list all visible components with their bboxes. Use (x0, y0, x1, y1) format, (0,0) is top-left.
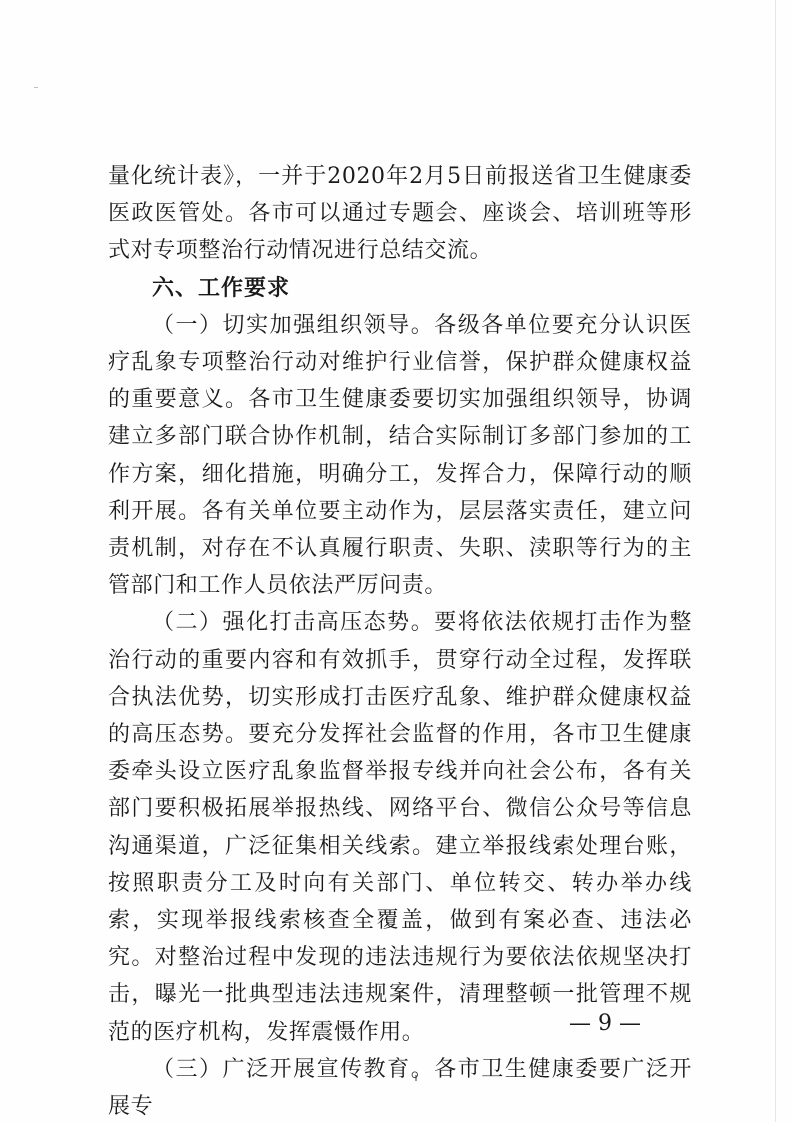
scan-edge-mark (775, 0, 776, 1122)
section-heading: 六、工作要求 (152, 275, 291, 301)
continuation-paragraph: 量化统计表》，一并于2020年2月5日前报送省卫生健康委医政医管处。各市可以通过专题会、座谈会、培训班等形式对专项整治行动情况进行总结交流。 (108, 164, 692, 264)
paragraph-organization: （一）切实加强组织领导。各级各单位要充分认识医疗乱象专项整治行动对维护行业信誉，保护群众健康权益的重要意义。各市卫生健康委要切实加强组织领导，协调建立多部门联合协作机制，结合实际制订多部门参加的工作方案，细化措施，明确分工，发挥合力，保障行动的顺利开展。各有关单位要主动作为，层层落实责任，建立问责机制，对存在不认真履行职责、失职、渎职等行为的主管部门和工作人员依法严厉问责。 (108, 312, 692, 599)
paragraph-publicity: （三）广泛开展宣传教育。各市卫生健康委要广泛开展专 (108, 1056, 692, 1120)
document-body (108, 158, 692, 1122)
paragraph-enforcement: （二）强化打击高压态势。要将依法依规打击作为整治行动的重要内容和有效抓手，贯穿行动全过程，发挥联合执法优势，切实形成打击医疗乱象、维护群众健康权益的高压态势。要充分发挥社会监督的作用，各市卫生健康委牵头设立医疗乱象监督举报专线并向社会公布，各有关部门要积极拓展举报热线、网络平台、微信公众号等信息沟通渠道，广泛征集相关线索。建立举报线索处理台账，按照职责分工及时向有关部门、单位转交、转办举办线索，实现举报线索核查全覆盖，做到有案必查、违法必究。对整治过程中发现的违法违规行为要依法依规坚决打击，曝光一批典型违法违规案件，清理整顿一批管理不规范的医疗机构，发挥震慑作用。 (108, 610, 692, 1045)
scan-speck (34, 87, 38, 88)
page-number: — 9 — (569, 1011, 641, 1036)
